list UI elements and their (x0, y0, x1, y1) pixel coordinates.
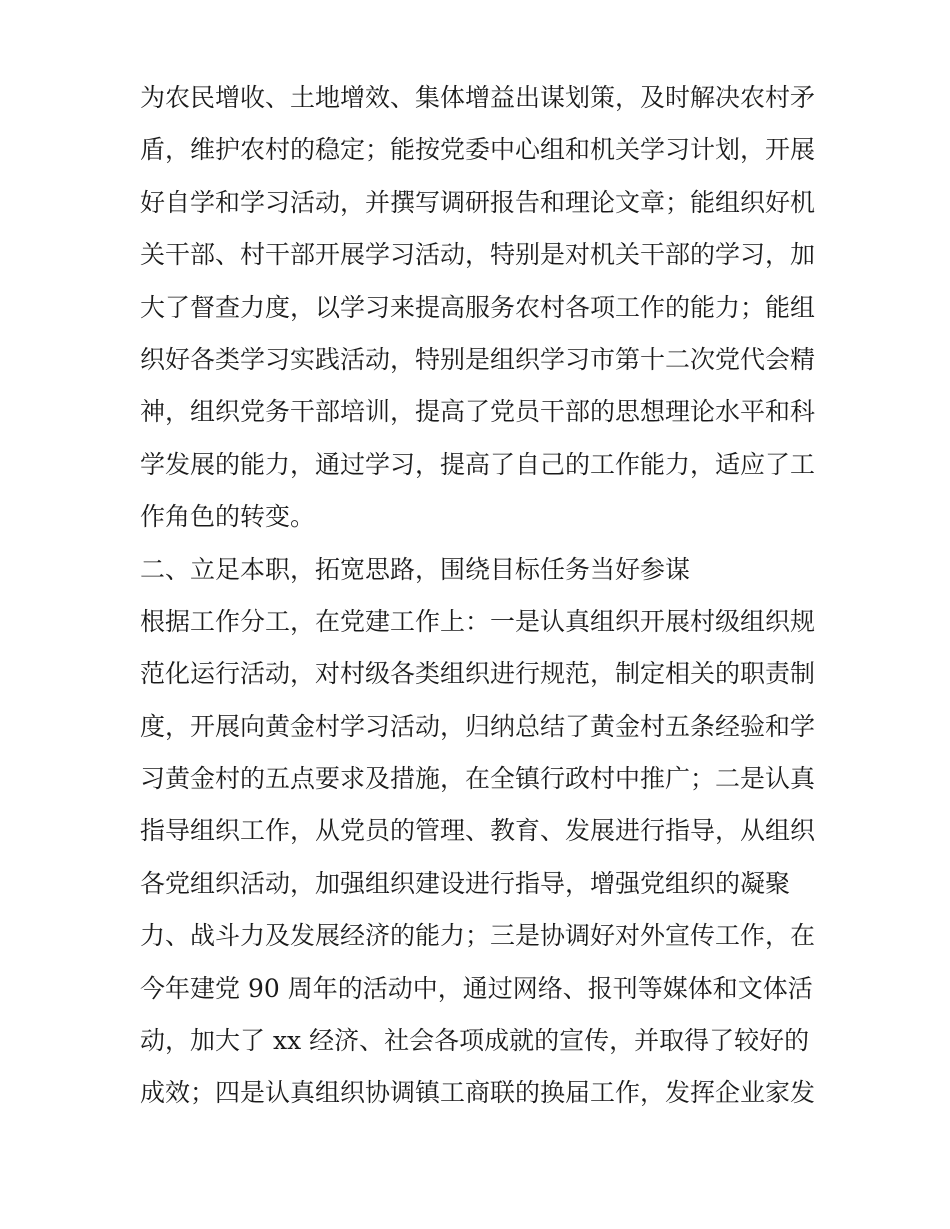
text-line: 织好各类学习实践活动，特别是组织学习市第十二次党代会精 (140, 344, 816, 374)
text-line: 盾，维护农村的稳定；能按党委中心组和机关学习计划，开展 (140, 135, 816, 165)
text-line: 学发展的能力，通过学习，提高了自己的工作能力，适应了工 (140, 449, 816, 479)
text-line: 神，组织党务干部培训，提高了党员干部的思想理论水平和科 (140, 397, 816, 427)
text-line: 成效；四是认真组织协调镇工商联的换届工作，发挥企业家发 (140, 1078, 816, 1108)
text-line: 关干部、村干部开展学习活动，特别是对机关干部的学习，加 (140, 240, 816, 270)
text-line: 作角色的转变。 (140, 502, 316, 532)
document-body (140, 72, 820, 1120)
text-line: 范化运行活动，对村级各类组织进行规范，制定相关的职责制 (140, 659, 816, 689)
text-line: 各党组织活动，加强组织建设进行指导，增强党组织的凝聚 (140, 868, 791, 898)
text-line: 习黄金村的五点要求及措施，在全镇行政村中推广；二是认真 (140, 764, 816, 794)
text-line: 为农民增收、土地增效、集体增益出谋划策，及时解决农村矛 (140, 83, 816, 112)
section-heading: 二、立足本职，拓宽思路，围绕目标任务当好参谋 (140, 554, 691, 584)
text-line: 根据工作分工，在党建工作上：一是认真组织开展村级组织规 (140, 606, 816, 636)
text-line: 动，加大了 xx 经济、社会各项成就的宣传，并取得了较好的 (140, 1026, 810, 1056)
text-line: 力、战斗力及发展经济的能力；三是协调好对外宣传工作，在 (140, 921, 816, 951)
text-line: 今年建党 90 周年的活动中，通过网络、报刊等媒体和文体活 (140, 973, 813, 1003)
text-line: 指导组织工作，从党员的管理、教育、发展进行指导，从组织 (140, 816, 816, 846)
text-line: 大了督查力度，以学习来提高服务农村各项工作的能力；能组 (140, 292, 816, 322)
text-line: 好自学和学习活动，并撰写调研报告和理论文章；能组织好机 (140, 187, 816, 217)
text-line: 度，开展向黄金村学习活动，归纳总结了黄金村五条经验和学 (140, 711, 816, 741)
